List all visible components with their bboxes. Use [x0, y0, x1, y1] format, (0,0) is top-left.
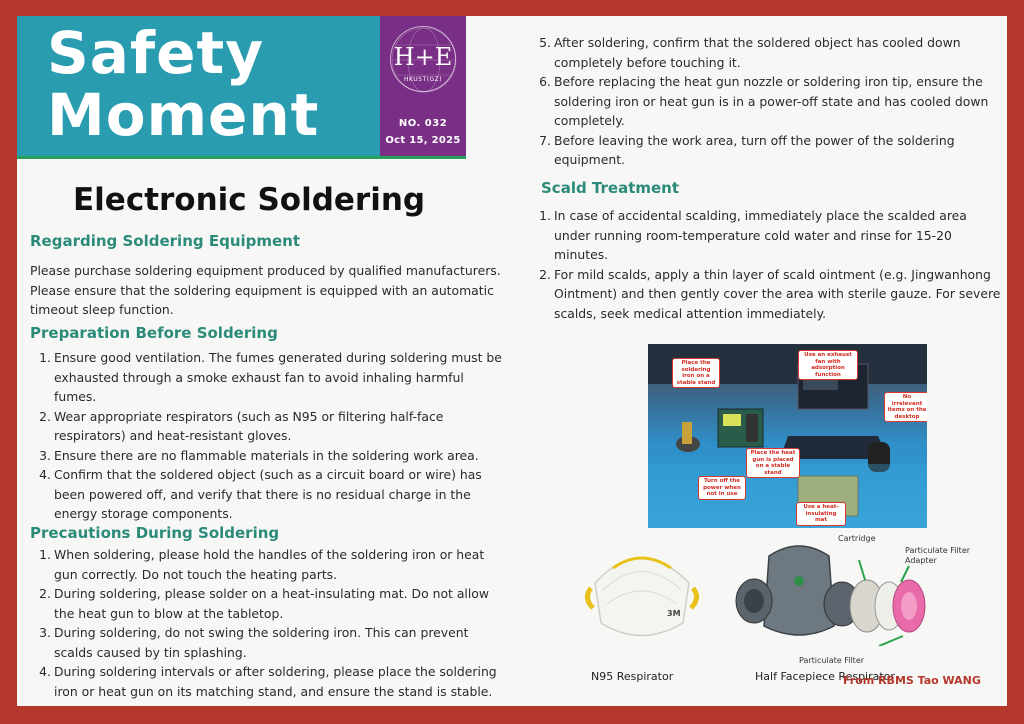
half-facepiece-respirator-image [729, 536, 929, 646]
credit-line: From RBMS Tao WANG [843, 674, 981, 687]
list-item-text: During soldering intervals or after soldering, please place the soldering iron or heat gun on its matching stand, and ensure the stand is stable. [54, 664, 497, 699]
heading-equipment: Regarding Soldering Equipment [30, 232, 301, 250]
equipment-text: Please purchase soldering equipment produced by qualified manufacturers. Please ensure that the soldering equipment is equipped with an automatic timeout sleep function. [30, 263, 501, 317]
list-item [32, 465, 510, 524]
n95-caption: N95 Respirator [591, 670, 674, 683]
list-item-number: 3. [39, 447, 51, 463]
label-mat: Use a heat-insulating mat [796, 502, 846, 526]
list-item [32, 407, 510, 446]
list-item [32, 584, 510, 623]
list-item-number: 5. [539, 35, 551, 50]
list-item-text: Before replacing the heat gun nozzle or soldering iron tip, ensure the soldering iron or heat gun is in a power-off state and has cooled down completely. [554, 74, 989, 128]
list-item-number: 1. [539, 208, 551, 223]
document-title: Electronic Soldering [73, 182, 426, 218]
list-item [32, 348, 510, 407]
heading-precautions: Precautions During Soldering [30, 524, 280, 542]
label-no-items: No irrelevant items on the desktop [884, 392, 927, 422]
list-item [32, 545, 510, 584]
list-item-text: After soldering, confirm that the soldered object has cooled down completely before touching it. [554, 35, 961, 70]
safety-poster [17, 16, 1007, 706]
logo-mark: H+E [393, 43, 453, 71]
n95-brand: 3M [667, 609, 681, 618]
list-item-number: 1. [39, 350, 51, 365]
list-item-number: 4. [39, 467, 51, 482]
list-item [32, 623, 510, 662]
list-item-text: Before leaving the work area, turn off the power of the soldering equipment. [554, 132, 955, 167]
scald-list [532, 206, 1002, 323]
list-item-number: 2. [39, 586, 51, 601]
list-item [532, 206, 1002, 265]
list-item-text: When soldering, please hold the handles of the soldering iron or heat gun correctly. Do not touch the heating parts. [54, 547, 485, 582]
poster-title [47, 19, 320, 149]
title-line-2: Moment [47, 81, 320, 149]
logo-subtitle: HKUST(GZ) [403, 76, 443, 83]
list-item-number: 2. [39, 408, 51, 424]
list-item-text: During soldering, please solder on a heat-insulating mat. Do not allow the heat gun to blow at the tabletop. [54, 586, 490, 621]
label-power-off: Turn off the power when not in use [698, 476, 746, 500]
label-filter-adapter: Particulate Filter Adapter [905, 546, 971, 565]
list-item [532, 33, 1002, 72]
issue-number: NO. 032 [398, 118, 448, 129]
header-banner [17, 16, 380, 156]
label-exhaust-fan: Use an exhaust fan with adsorption function [798, 350, 858, 380]
list-item [532, 72, 1002, 131]
workstation-photo [648, 344, 927, 528]
header-rule [17, 156, 466, 159]
half-facepiece-caption: Half Facepiece Respirator [755, 670, 895, 683]
list-item-number: 6. [539, 74, 551, 89]
label-cartridge: Cartridge [838, 534, 876, 543]
list-item-text: During soldering, do not swing the soldering iron. This can prevent scalds caused by tin splashing. [54, 625, 469, 660]
list-item-text: Ensure there are no flammable materials in the soldering work area. [54, 447, 479, 463]
precautions-list [32, 545, 510, 701]
list-item-text: Ensure good ventilation. The fumes generated during soldering must be exhausted through a smoke exhaust fan to avoid inhaling harmful fumes. [54, 350, 502, 404]
heading-preparation: Preparation Before Soldering [30, 324, 278, 342]
list-item [532, 131, 1002, 170]
list-item-number: 3. [39, 625, 51, 640]
issue-date: Oct 15, 2025 [385, 135, 461, 146]
logo-panel [380, 16, 466, 156]
label-heat-gun: Place the heat gun is placed on a stable stand [746, 448, 800, 478]
list-item-text: Wear appropriate respirators (such as N95 or filtering half-face respirators) and heat-resistant gloves. [54, 408, 444, 443]
title-line-1: Safety [47, 19, 265, 87]
list-item-number: 7. [539, 132, 551, 148]
list-item-text: In case of accidental scalding, immediately place the scalded area under running room-temperature cold water and rinse for 15-20 minutes. [554, 208, 967, 262]
n95-respirator-image [583, 538, 701, 648]
list-item-number: 1. [39, 547, 51, 562]
heading-scald: Scald Treatment [541, 179, 680, 197]
list-item [32, 662, 510, 701]
precautions-list-continued [532, 33, 1002, 170]
label-iron-stand: Place the soldering iron on a stable stand [672, 358, 720, 388]
list-item-text: For mild scalds, apply a thin layer of scald ointment (e.g. Jingwanhong Ointment) and then gently cover the area with sterile gauze. For severe scalds, seek medical attention immediately. [554, 266, 1001, 321]
list-item [532, 265, 1002, 324]
label-particulate-filter: Particulate Filter [799, 656, 865, 665]
list-item-text: Confirm that the soldered object (such as a circuit board or wire) has been powered off, and verify that there is no residual charge in the energy storage components. [54, 467, 482, 521]
list-item-number: 2. [539, 266, 551, 282]
list-item-number: 4. [39, 664, 51, 679]
list-item [32, 446, 510, 466]
preparation-list [32, 348, 510, 524]
